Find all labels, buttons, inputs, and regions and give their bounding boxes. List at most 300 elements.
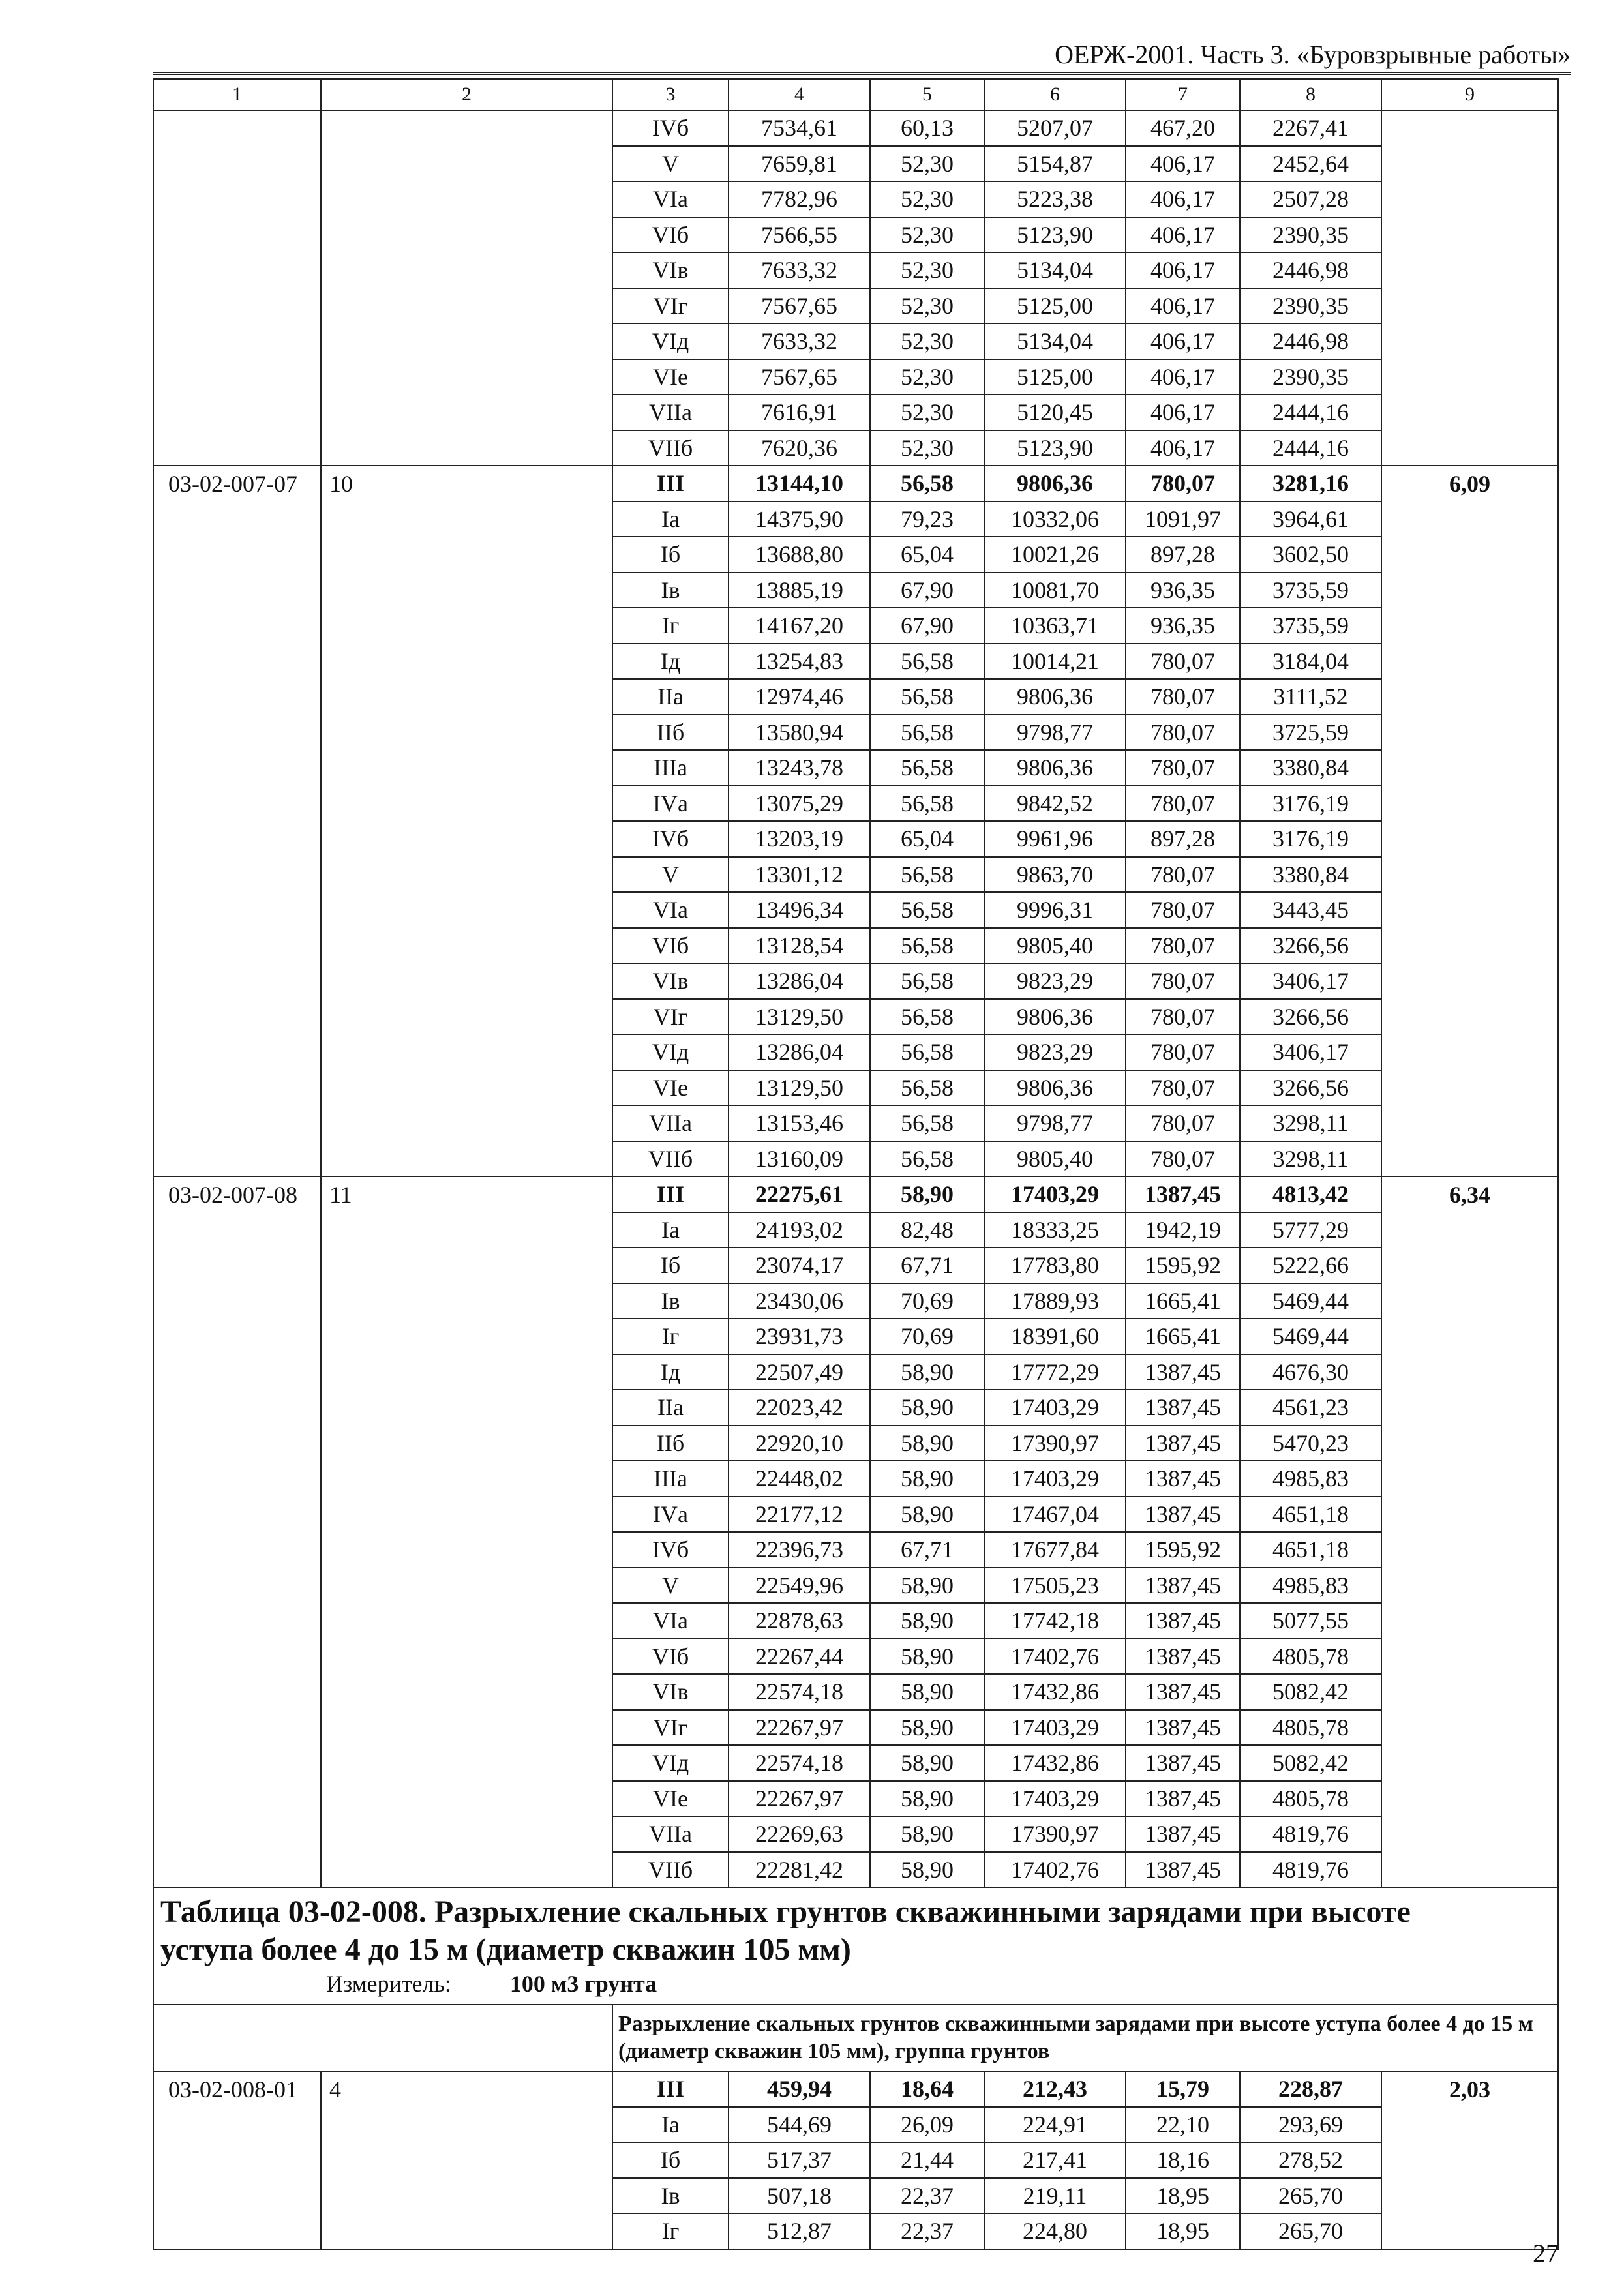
- value-cell: 9805,40: [984, 928, 1126, 964]
- value-cell: 406,17: [1126, 217, 1240, 253]
- value-cell: 13144,10: [729, 466, 870, 501]
- value-cell: 780,07: [1126, 892, 1240, 928]
- value-cell: 780,07: [1126, 1105, 1240, 1141]
- soil-group-cell: V: [612, 857, 729, 893]
- value-cell: 12974,46: [729, 679, 870, 715]
- value-cell: 17467,04: [984, 1497, 1126, 1533]
- soil-group-cell: Iд: [612, 1354, 729, 1390]
- value-cell: 22574,18: [729, 1745, 870, 1781]
- value-cell: 780,07: [1126, 466, 1240, 501]
- value-cell: 17742,18: [984, 1603, 1126, 1639]
- soil-group-cell: III: [612, 2071, 729, 2107]
- value-cell: 52,30: [870, 146, 984, 182]
- value-cell: 56,58: [870, 786, 984, 822]
- soil-group-cell: IVа: [612, 786, 729, 822]
- value-cell: 780,07: [1126, 750, 1240, 786]
- value-cell: 406,17: [1126, 181, 1240, 217]
- value-cell: 52,30: [870, 323, 984, 359]
- column-number: 6: [984, 79, 1126, 110]
- value-cell: 22507,49: [729, 1354, 870, 1390]
- soil-group-cell: Iа: [612, 1212, 729, 1248]
- value-cell: 13160,09: [729, 1141, 870, 1177]
- measure-line: [326, 1969, 1551, 1999]
- soil-group-cell: Iг: [612, 2213, 729, 2249]
- value-cell: 52,30: [870, 288, 984, 324]
- rate-cell-2: 10: [321, 466, 612, 1176]
- value-cell: 406,17: [1126, 323, 1240, 359]
- value-cell: 22267,44: [729, 1639, 870, 1675]
- value-cell: 224,80: [984, 2213, 1126, 2249]
- value-cell: 4676,30: [1240, 1354, 1381, 1390]
- rate-cell-9: 6,09: [1381, 466, 1558, 1176]
- value-cell: 56,58: [870, 1070, 984, 1106]
- soil-group-cell: VIа: [612, 181, 729, 217]
- value-cell: 58,90: [870, 1781, 984, 1817]
- value-cell: 56,58: [870, 644, 984, 680]
- value-cell: 13129,50: [729, 999, 870, 1035]
- soil-group-cell: VIе: [612, 359, 729, 395]
- value-cell: 4805,78: [1240, 1639, 1381, 1675]
- soil-group-cell: VIе: [612, 1070, 729, 1106]
- soil-group-cell: Iа: [612, 2107, 729, 2143]
- column-number: 7: [1126, 79, 1240, 110]
- column-number: 5: [870, 79, 984, 110]
- value-cell: 3735,59: [1240, 573, 1381, 608]
- column-number-row: [153, 79, 1558, 110]
- soil-group-cell: VIг: [612, 999, 729, 1035]
- value-cell: 22281,42: [729, 1852, 870, 1888]
- value-cell: 406,17: [1126, 430, 1240, 466]
- value-cell: 780,07: [1126, 928, 1240, 964]
- value-cell: 17403,29: [984, 1461, 1126, 1497]
- value-cell: 22,37: [870, 2178, 984, 2214]
- value-cell: 22275,61: [729, 1176, 870, 1212]
- soil-group-cell: IIа: [612, 679, 729, 715]
- value-cell: 219,11: [984, 2178, 1126, 2214]
- value-cell: 67,90: [870, 573, 984, 608]
- value-cell: 13885,19: [729, 573, 870, 608]
- rate-code: 03-02-007-07: [153, 466, 321, 1176]
- value-cell: 3281,16: [1240, 466, 1381, 501]
- value-cell: 3266,56: [1240, 1070, 1381, 1106]
- soil-group-cell: Iб: [612, 2142, 729, 2178]
- value-cell: 3298,11: [1240, 1105, 1381, 1141]
- value-cell: 406,17: [1126, 359, 1240, 395]
- value-cell: 9823,29: [984, 1034, 1126, 1070]
- value-cell: 224,91: [984, 2107, 1126, 2143]
- value-cell: 4819,76: [1240, 1852, 1381, 1888]
- value-cell: 1387,45: [1126, 1461, 1240, 1497]
- value-cell: 936,35: [1126, 573, 1240, 608]
- soil-group-cell: IVб: [612, 110, 729, 146]
- value-cell: 13075,29: [729, 786, 870, 822]
- value-cell: 3406,17: [1240, 1034, 1381, 1070]
- rate-cell-9: [1381, 110, 1558, 466]
- value-cell: 1387,45: [1126, 1852, 1240, 1888]
- value-cell: 17402,76: [984, 1639, 1126, 1675]
- value-cell: 1942,19: [1126, 1212, 1240, 1248]
- value-cell: 5469,44: [1240, 1283, 1381, 1319]
- rate-code: 03-02-008-01: [153, 2071, 321, 2249]
- price-table: [153, 78, 1559, 2250]
- value-cell: 58,90: [870, 1603, 984, 1639]
- value-cell: 5123,90: [984, 217, 1126, 253]
- soil-group-cell: VIе: [612, 1781, 729, 1817]
- value-cell: 26,09: [870, 2107, 984, 2143]
- value-cell: 5082,42: [1240, 1745, 1381, 1781]
- value-cell: 58,90: [870, 1354, 984, 1390]
- value-cell: 3602,50: [1240, 537, 1381, 573]
- value-cell: 459,94: [729, 2071, 870, 2107]
- value-cell: 265,70: [1240, 2178, 1381, 2214]
- value-cell: 897,28: [1126, 537, 1240, 573]
- rate-cell-9: 2,03: [1381, 2071, 1558, 2249]
- value-cell: 13243,78: [729, 750, 870, 786]
- value-cell: 780,07: [1126, 999, 1240, 1035]
- value-cell: 13129,50: [729, 1070, 870, 1106]
- value-cell: 780,07: [1126, 715, 1240, 751]
- rate-cell-2: 11: [321, 1176, 612, 1887]
- value-cell: 10332,06: [984, 501, 1126, 537]
- soil-group-cell: VIв: [612, 963, 729, 999]
- value-cell: 67,71: [870, 1248, 984, 1283]
- rate-cell-2: [321, 110, 612, 466]
- value-cell: 22878,63: [729, 1603, 870, 1639]
- value-cell: 278,52: [1240, 2142, 1381, 2178]
- value-cell: 58,90: [870, 1426, 984, 1461]
- value-cell: 3266,56: [1240, 999, 1381, 1035]
- value-cell: 18,95: [1126, 2213, 1240, 2249]
- soil-group-cell: VIб: [612, 928, 729, 964]
- value-cell: 1595,92: [1126, 1248, 1240, 1283]
- value-cell: 56,58: [870, 466, 984, 501]
- value-cell: 2390,35: [1240, 359, 1381, 395]
- value-cell: 58,90: [870, 1390, 984, 1426]
- value-cell: 9806,36: [984, 999, 1126, 1035]
- value-cell: 780,07: [1126, 857, 1240, 893]
- value-cell: 9806,36: [984, 1070, 1126, 1106]
- value-cell: 70,69: [870, 1319, 984, 1354]
- value-cell: 9798,77: [984, 1105, 1126, 1141]
- value-cell: 13254,83: [729, 644, 870, 680]
- value-cell: 10014,21: [984, 644, 1126, 680]
- value-cell: 17390,97: [984, 1426, 1126, 1461]
- soil-group-cell: VIд: [612, 323, 729, 359]
- value-cell: 2390,35: [1240, 288, 1381, 324]
- value-cell: 18333,25: [984, 1212, 1126, 1248]
- soil-group-cell: Iв: [612, 2178, 729, 2214]
- value-cell: 3111,52: [1240, 679, 1381, 715]
- soil-group-cell: VIг: [612, 288, 729, 324]
- value-cell: 1387,45: [1126, 1497, 1240, 1533]
- soil-group-cell: IIб: [612, 715, 729, 751]
- value-cell: 82,48: [870, 1212, 984, 1248]
- value-cell: 265,70: [1240, 2213, 1381, 2249]
- value-cell: 17402,76: [984, 1852, 1126, 1888]
- soil-group-cell: VIв: [612, 1674, 729, 1710]
- value-cell: 17677,84: [984, 1532, 1126, 1568]
- value-cell: 2446,98: [1240, 323, 1381, 359]
- value-cell: 58,90: [870, 1710, 984, 1746]
- soil-group-cell: VIб: [612, 217, 729, 253]
- value-cell: 406,17: [1126, 288, 1240, 324]
- value-cell: 7534,61: [729, 110, 870, 146]
- value-cell: 5134,04: [984, 323, 1126, 359]
- page-header: ОЕРЖ-2001. Часть 3. «Буровзрывные работы»: [153, 38, 1571, 75]
- value-cell: 58,90: [870, 1674, 984, 1710]
- value-cell: 406,17: [1126, 146, 1240, 182]
- value-cell: 67,71: [870, 1532, 984, 1568]
- soil-group-cell: Iв: [612, 573, 729, 608]
- value-cell: 58,90: [870, 1745, 984, 1781]
- soil-group-cell: VIIа: [612, 395, 729, 430]
- value-cell: 9961,96: [984, 821, 1126, 857]
- description-row: [153, 2005, 1558, 2071]
- column-number: 1: [153, 79, 321, 110]
- table-title-cell: [153, 1887, 1558, 2005]
- value-cell: 13203,19: [729, 821, 870, 857]
- rate-code: 03-02-007-08: [153, 1176, 321, 1887]
- value-cell: 10363,71: [984, 608, 1126, 644]
- value-cell: 9806,36: [984, 679, 1126, 715]
- value-cell: 2444,16: [1240, 395, 1381, 430]
- value-cell: 56,58: [870, 750, 984, 786]
- value-cell: 17889,93: [984, 1283, 1126, 1319]
- value-cell: 13301,12: [729, 857, 870, 893]
- soil-group-cell: III: [612, 466, 729, 501]
- value-cell: 5207,07: [984, 110, 1126, 146]
- value-cell: 67,90: [870, 608, 984, 644]
- value-cell: 7566,55: [729, 217, 870, 253]
- value-cell: 9863,70: [984, 857, 1126, 893]
- value-cell: 1387,45: [1126, 1745, 1240, 1781]
- soil-group-cell: VIб: [612, 1639, 729, 1675]
- value-cell: 18391,60: [984, 1319, 1126, 1354]
- value-cell: 3176,19: [1240, 821, 1381, 857]
- soil-group-cell: Iб: [612, 537, 729, 573]
- value-cell: 56,58: [870, 963, 984, 999]
- column-number: 8: [1240, 79, 1381, 110]
- value-cell: 70,69: [870, 1283, 984, 1319]
- value-cell: 4985,83: [1240, 1568, 1381, 1604]
- value-cell: 512,87: [729, 2213, 870, 2249]
- value-cell: 1665,41: [1126, 1319, 1240, 1354]
- value-cell: 15,79: [1126, 2071, 1240, 2107]
- value-cell: 17403,29: [984, 1390, 1126, 1426]
- value-cell: 7633,32: [729, 323, 870, 359]
- column-number: 3: [612, 79, 729, 110]
- value-cell: 52,30: [870, 217, 984, 253]
- soil-group-cell: IVа: [612, 1497, 729, 1533]
- rate-cell-9: 6,34: [1381, 1176, 1558, 1887]
- value-cell: 17432,86: [984, 1674, 1126, 1710]
- soil-group-cell: IIб: [612, 1426, 729, 1461]
- soil-group-cell: IIа: [612, 1390, 729, 1426]
- value-cell: 24193,02: [729, 1212, 870, 1248]
- value-cell: 780,07: [1126, 786, 1240, 822]
- value-cell: 22549,96: [729, 1568, 870, 1604]
- value-cell: 4651,18: [1240, 1532, 1381, 1568]
- value-cell: 467,20: [1126, 110, 1240, 146]
- value-cell: 22920,10: [729, 1426, 870, 1461]
- value-cell: 58,90: [870, 1497, 984, 1533]
- value-cell: 293,69: [1240, 2107, 1381, 2143]
- value-cell: 9996,31: [984, 892, 1126, 928]
- value-cell: 7567,65: [729, 359, 870, 395]
- description-spacer: [153, 2005, 612, 2071]
- value-cell: 2267,41: [1240, 110, 1381, 146]
- value-cell: 5777,29: [1240, 1212, 1381, 1248]
- table-row: [153, 466, 1558, 501]
- value-cell: 23931,73: [729, 1319, 870, 1354]
- value-cell: 2507,28: [1240, 181, 1381, 217]
- value-cell: 7659,81: [729, 146, 870, 182]
- value-cell: 780,07: [1126, 1034, 1240, 1070]
- value-cell: 22396,73: [729, 1532, 870, 1568]
- value-cell: 10021,26: [984, 537, 1126, 573]
- measure-value: 100 м3 грунта: [509, 1971, 657, 1997]
- value-cell: 56,58: [870, 679, 984, 715]
- value-cell: 1387,45: [1126, 1390, 1240, 1426]
- table-title-row: [153, 1887, 1558, 2005]
- value-cell: 17432,86: [984, 1745, 1126, 1781]
- value-cell: 56,58: [870, 715, 984, 751]
- soil-group-cell: V: [612, 146, 729, 182]
- value-cell: 13128,54: [729, 928, 870, 964]
- value-cell: 9806,36: [984, 466, 1126, 501]
- value-cell: 1595,92: [1126, 1532, 1240, 1568]
- soil-group-cell: VIIа: [612, 1105, 729, 1141]
- value-cell: 5125,00: [984, 288, 1126, 324]
- soil-group-cell: Iб: [612, 1248, 729, 1283]
- value-cell: 4985,83: [1240, 1461, 1381, 1497]
- value-cell: 3406,17: [1240, 963, 1381, 999]
- value-cell: 1387,45: [1126, 1603, 1240, 1639]
- value-cell: 56,58: [870, 999, 984, 1035]
- value-cell: 17772,29: [984, 1354, 1126, 1390]
- value-cell: 22177,12: [729, 1497, 870, 1533]
- table-row: [153, 1176, 1558, 1212]
- value-cell: 3735,59: [1240, 608, 1381, 644]
- value-cell: 22448,02: [729, 1461, 870, 1497]
- value-cell: 58,90: [870, 1816, 984, 1852]
- value-cell: 52,30: [870, 359, 984, 395]
- value-cell: 56,58: [870, 928, 984, 964]
- value-cell: 52,30: [870, 430, 984, 466]
- value-cell: 56,58: [870, 1105, 984, 1141]
- value-cell: 18,64: [870, 2071, 984, 2107]
- value-cell: 5154,87: [984, 146, 1126, 182]
- value-cell: 58,90: [870, 1176, 984, 1212]
- value-cell: 5125,00: [984, 359, 1126, 395]
- value-cell: 1387,45: [1126, 1176, 1240, 1212]
- value-cell: 217,41: [984, 2142, 1126, 2178]
- value-cell: 58,90: [870, 1568, 984, 1604]
- table-row: [153, 2071, 1558, 2107]
- value-cell: 3380,84: [1240, 857, 1381, 893]
- soil-group-cell: III: [612, 1176, 729, 1212]
- value-cell: 14375,90: [729, 501, 870, 537]
- value-cell: 9842,52: [984, 786, 1126, 822]
- soil-group-cell: Iа: [612, 501, 729, 537]
- value-cell: 58,90: [870, 1639, 984, 1675]
- soil-group-cell: VIа: [612, 1603, 729, 1639]
- value-cell: 22,10: [1126, 2107, 1240, 2143]
- value-cell: 18,16: [1126, 2142, 1240, 2178]
- soil-group-cell: Iг: [612, 1319, 729, 1354]
- value-cell: 3443,45: [1240, 892, 1381, 928]
- value-cell: 13688,80: [729, 537, 870, 573]
- soil-group-cell: IIIа: [612, 1461, 729, 1497]
- value-cell: 9823,29: [984, 963, 1126, 999]
- value-cell: 56,58: [870, 1141, 984, 1177]
- soil-group-cell: IVб: [612, 1532, 729, 1568]
- value-cell: 17390,97: [984, 1816, 1126, 1852]
- value-cell: 65,04: [870, 821, 984, 857]
- value-cell: 14167,20: [729, 608, 870, 644]
- value-cell: 7620,36: [729, 430, 870, 466]
- value-cell: 2390,35: [1240, 217, 1381, 253]
- value-cell: 544,69: [729, 2107, 870, 2143]
- value-cell: 406,17: [1126, 252, 1240, 288]
- soil-group-cell: VIIа: [612, 1816, 729, 1852]
- value-cell: 4819,76: [1240, 1816, 1381, 1852]
- value-cell: 23430,06: [729, 1283, 870, 1319]
- soil-group-cell: VIIб: [612, 1852, 729, 1888]
- value-cell: 5082,42: [1240, 1674, 1381, 1710]
- value-cell: 212,43: [984, 2071, 1126, 2107]
- soil-group-cell: V: [612, 1568, 729, 1604]
- value-cell: 22267,97: [729, 1781, 870, 1817]
- soil-group-cell: Iд: [612, 644, 729, 680]
- column-number: 2: [321, 79, 612, 110]
- value-cell: 22574,18: [729, 1674, 870, 1710]
- value-cell: 3725,59: [1240, 715, 1381, 751]
- value-cell: 1091,97: [1126, 501, 1240, 537]
- value-cell: 5123,90: [984, 430, 1126, 466]
- measure-label: Измеритель:: [326, 1971, 451, 1997]
- value-cell: 5077,55: [1240, 1603, 1381, 1639]
- value-cell: 1387,45: [1126, 1674, 1240, 1710]
- value-cell: 1387,45: [1126, 1568, 1240, 1604]
- value-cell: 13286,04: [729, 1034, 870, 1070]
- value-cell: 5223,38: [984, 181, 1126, 217]
- value-cell: 1387,45: [1126, 1354, 1240, 1390]
- value-cell: 17783,80: [984, 1248, 1126, 1283]
- value-cell: 17403,29: [984, 1781, 1126, 1817]
- value-cell: 1387,45: [1126, 1426, 1240, 1461]
- value-cell: 58,90: [870, 1852, 984, 1888]
- soil-group-cell: VIд: [612, 1034, 729, 1070]
- value-cell: 1387,45: [1126, 1710, 1240, 1746]
- column-number: 4: [729, 79, 870, 110]
- value-cell: 3184,04: [1240, 644, 1381, 680]
- work-description: Разрыхление скальных грунтов скважинными зарядами при высоте уступа более 4 до 15 м (диаметр скважин 105 мм), группа грунтов: [612, 2005, 1558, 2071]
- value-cell: 13286,04: [729, 963, 870, 999]
- value-cell: 79,23: [870, 501, 984, 537]
- value-cell: 17505,23: [984, 1568, 1126, 1604]
- value-cell: 56,58: [870, 857, 984, 893]
- value-cell: 22269,63: [729, 1816, 870, 1852]
- value-cell: 3380,84: [1240, 750, 1381, 786]
- value-cell: 52,30: [870, 395, 984, 430]
- soil-group-cell: Iв: [612, 1283, 729, 1319]
- column-number: 9: [1381, 79, 1558, 110]
- soil-group-cell: IIIа: [612, 750, 729, 786]
- soil-group-cell: VIIб: [612, 1141, 729, 1177]
- table-title: [160, 1893, 1551, 1969]
- value-cell: 780,07: [1126, 963, 1240, 999]
